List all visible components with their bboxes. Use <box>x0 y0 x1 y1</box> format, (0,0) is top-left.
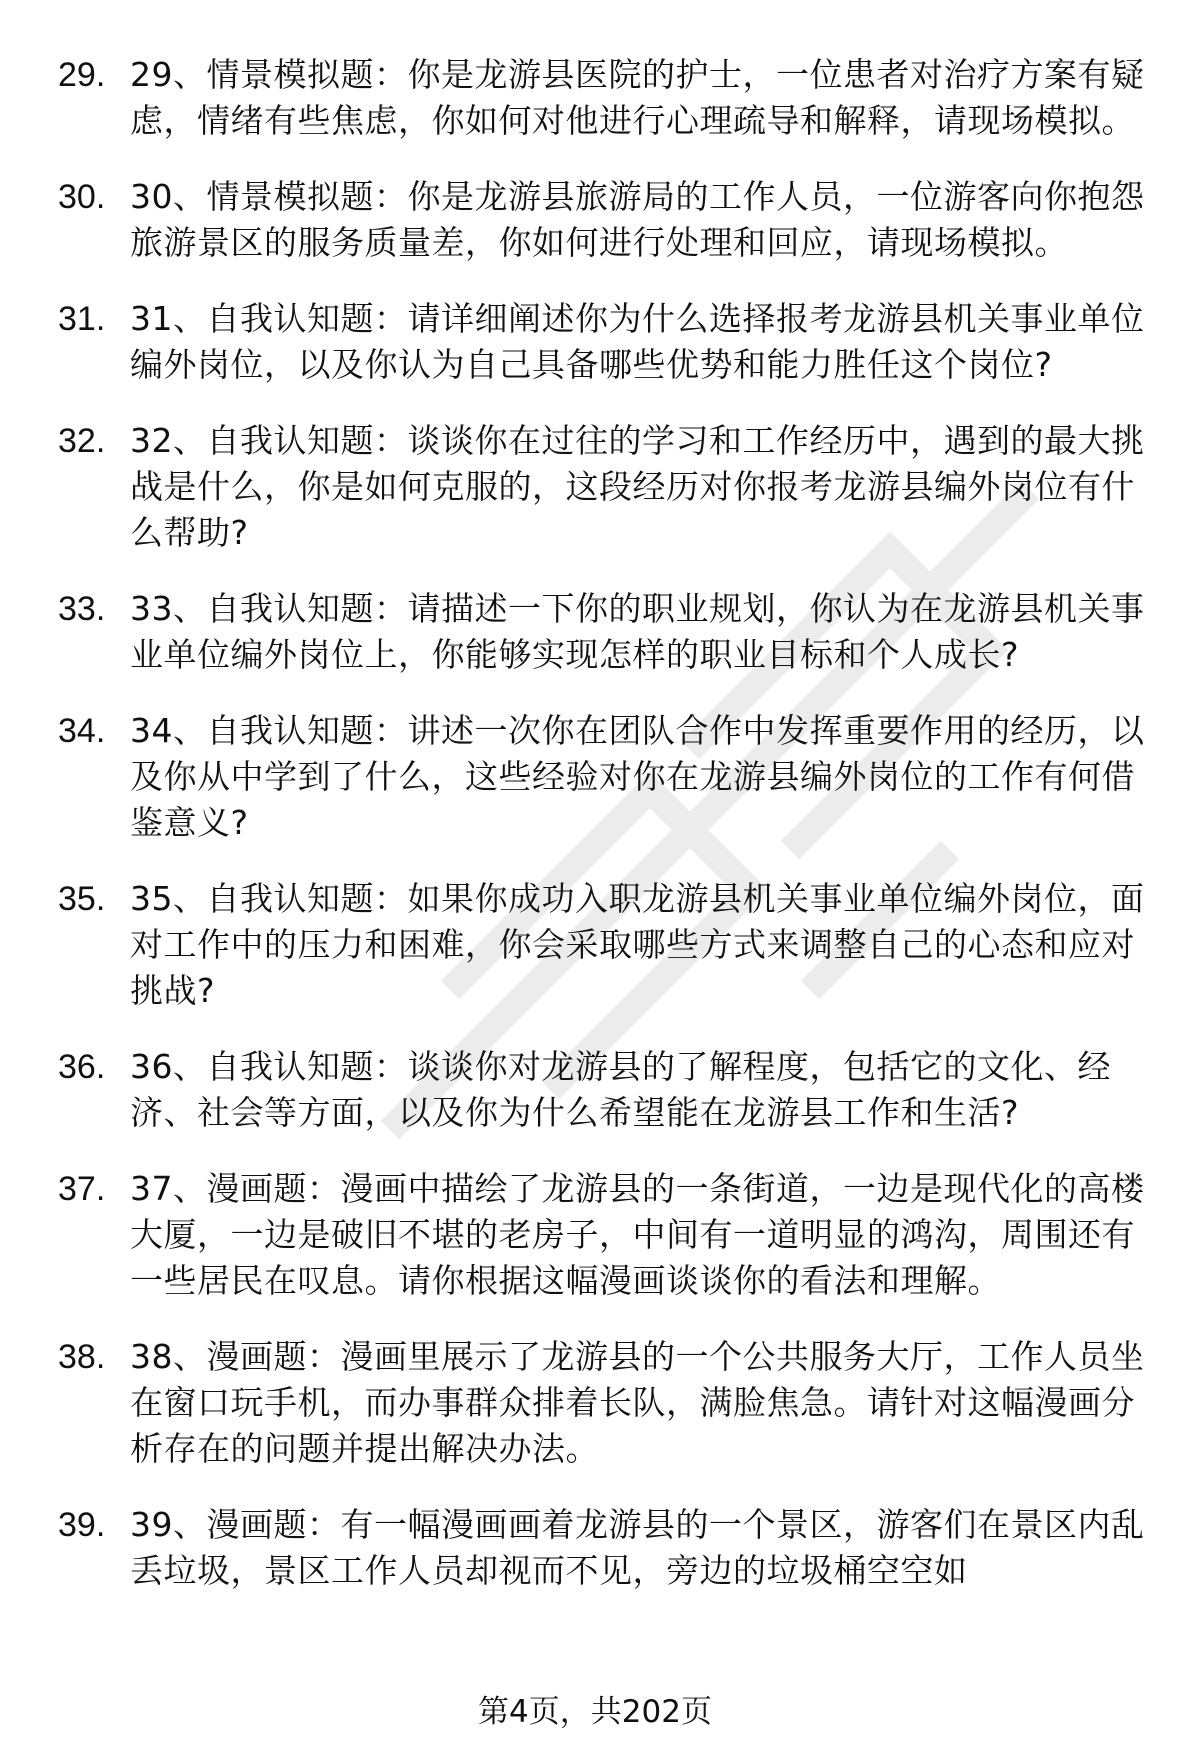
question-number: 32. <box>58 422 106 460</box>
question-item <box>0 1502 1190 1594</box>
question-number: 31. <box>58 300 106 338</box>
question-item <box>0 418 1190 556</box>
question-text: 30、情景模拟题：你是龙游县旅游局的工作人员，一位游客向你抱怨旅游景区的服务质量差，你如何进行处理和回应，请现场模拟。 <box>130 177 1145 262</box>
question-text: 36、自我认知题：谈谈你对龙游县的了解程度，包括它的文化、经济、社会等方面，以及你为什么希望能在龙游县工作和生活? <box>130 1047 1111 1132</box>
question-number: 39. <box>58 1506 106 1544</box>
question-number: 29. <box>58 56 106 94</box>
question-text: 37、漫画题：漫画中描绘了龙游县的一条街道，一边是现代化的高楼大厦，一边是破旧不堪的老房子，中间有一道明显的鸿沟，周围还有一些居民在叹息。请你根据这幅漫画谈谈你的看法和理解。 <box>130 1169 1145 1300</box>
question-number: 36. <box>58 1048 106 1086</box>
question-item <box>0 1044 1190 1136</box>
question-item <box>0 296 1190 388</box>
question-number: 37. <box>58 1170 106 1208</box>
question-text: 33、自我认知题：请描述一下你的职业规划，你认为在龙游县机关事业单位编外岗位上，你能够实现怎样的职业目标和个人成长? <box>130 589 1145 674</box>
question-item <box>0 1334 1190 1472</box>
question-number: 35. <box>58 880 106 918</box>
question-text: 35、自我认知题：如果你成功入职龙游县机关事业单位编外岗位，面对工作中的压力和困难，你会采取哪些方式来调整自己的心态和应对挑战? <box>130 879 1145 1010</box>
question-item <box>0 708 1190 846</box>
page-number: 第4页，共202页 <box>478 1694 712 1730</box>
question-text: 38、漫画题：漫画里展示了龙游县的一个公共服务大厅，工作人员坐在窗口玩手机，而办事群众排着长队，满脸焦急。请针对这幅漫画分析存在的问题并提出解决办法。 <box>130 1337 1145 1468</box>
question-item <box>0 1166 1190 1304</box>
question-text: 32、自我认知题：谈谈你在过往的学习和工作经历中，遇到的最大挑战是什么，你是如何克服的，这段经历对你报考龙游县编外岗位有什么帮助? <box>130 421 1145 552</box>
question-list <box>0 52 1190 1624</box>
question-item <box>0 52 1190 144</box>
question-text: 31、自我认知题：请详细阐述你为什么选择报考龙游县机关事业单位编外岗位，以及你认为自己具备哪些优势和能力胜任这个岗位? <box>130 299 1145 384</box>
question-number: 30. <box>58 178 106 216</box>
question-text: 39、漫画题：有一幅漫画画着龙游县的一个景区，游客们在景区内乱丢垃圾，景区工作人员却视而不见，旁边的垃圾桶空空如 <box>130 1505 1145 1590</box>
question-item <box>0 174 1190 266</box>
question-text: 34、自我认知题：讲述一次你在团队合作中发挥重要作用的经历，以及你从中学到了什么，这些经验对你在龙游县编外岗位的工作有何借鉴意义? <box>130 711 1145 842</box>
question-number: 34. <box>58 712 106 750</box>
question-item <box>0 876 1190 1014</box>
question-item <box>0 586 1190 678</box>
question-number: 38. <box>58 1338 106 1376</box>
question-text: 29、情景模拟题：你是龙游县医院的护士，一位患者对治疗方案有疑虑，情绪有些焦虑，你如何对他进行心理疏导和解释，请现场模拟。 <box>130 55 1145 140</box>
question-number: 33. <box>58 590 106 628</box>
